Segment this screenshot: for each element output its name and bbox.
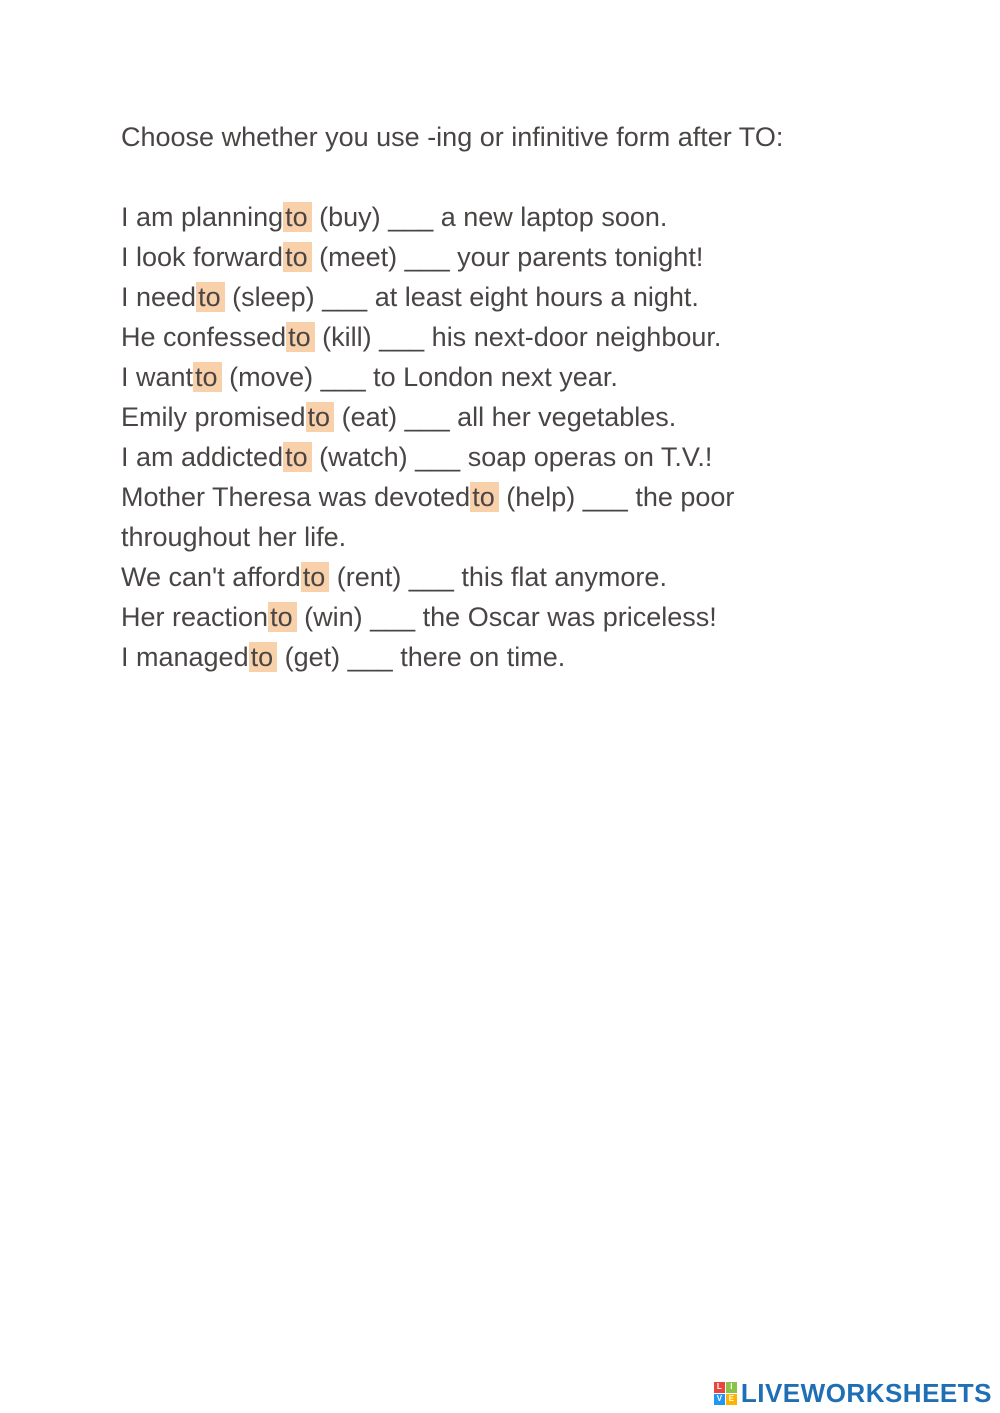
exercise-item <box>121 317 881 357</box>
logo-letter-l: L <box>714 1382 725 1393</box>
to-highlight: to <box>306 402 335 432</box>
item-text-after: (watch) ___ soap operas on T.V.! <box>311 442 713 472</box>
item-text-after: (get) ___ there on time. <box>277 642 566 672</box>
exercise-item <box>121 477 821 557</box>
logo-icon <box>714 1382 737 1405</box>
item-text-before: We can't afford <box>121 562 301 592</box>
exercise-item <box>121 197 881 237</box>
exercise-list <box>121 197 881 677</box>
to-highlight: to <box>283 202 312 232</box>
exercise-item <box>121 357 881 397</box>
item-text-before: Emily promised <box>121 402 306 432</box>
item-text-after: (move) ___ to London next year. <box>221 362 618 392</box>
item-text-before: I am addicted <box>121 442 284 472</box>
brand-name: LIVEWORKSHEETS <box>740 1377 992 1408</box>
item-text-after: (eat) ___ all her vegetables. <box>334 402 677 432</box>
worksheet <box>121 117 881 677</box>
exercise-item <box>121 557 881 597</box>
item-text-before: I want <box>121 362 194 392</box>
item-text-before: I look forward <box>121 242 284 272</box>
item-text-before: Mother Theresa was devoted <box>121 482 471 512</box>
item-text-before: He confessed <box>121 322 287 352</box>
item-text-after: (rent) ___ this flat anymore. <box>329 562 667 592</box>
logo-letter-e: E <box>726 1394 737 1405</box>
item-text-after: (win) ___ the Oscar was priceless! <box>296 602 717 632</box>
item-text-before: I managed <box>121 642 249 672</box>
to-highlight: to <box>196 282 225 312</box>
exercise-item <box>121 397 881 437</box>
item-text-after: (meet) ___ your parents tonight! <box>311 242 704 272</box>
item-text-after: (help) ___ the poor throughout her life. <box>121 482 735 552</box>
item-text-before: Her reaction <box>121 602 269 632</box>
to-highlight: to <box>283 442 312 472</box>
item-text-after: (sleep) ___ at least eight hours a night. <box>224 282 699 312</box>
exercise-item <box>121 437 881 477</box>
logo-letter-i: I <box>726 1382 737 1393</box>
exercise-item <box>121 597 881 637</box>
to-highlight: to <box>268 602 297 632</box>
logo-letter-v: V <box>714 1394 725 1405</box>
exercise-item <box>121 237 881 277</box>
item-text-before: I am planning <box>121 202 284 232</box>
instruction-text: Choose whether you use -ing or infinitive form after TO: <box>121 122 784 152</box>
to-highlight: to <box>283 242 312 272</box>
item-text-before: I need <box>121 282 197 312</box>
to-highlight: to <box>470 482 499 512</box>
to-highlight: to <box>286 322 315 352</box>
item-text-after: (kill) ___ his next-door neighbour. <box>314 322 722 352</box>
exercise-item <box>121 277 881 317</box>
exercise-item <box>121 637 881 677</box>
to-highlight: to <box>249 642 278 672</box>
item-text-after: (buy) ___ a new laptop soon. <box>311 202 668 232</box>
to-highlight: to <box>301 562 330 592</box>
liveworksheets-logo <box>714 1379 992 1407</box>
to-highlight: to <box>193 362 222 392</box>
